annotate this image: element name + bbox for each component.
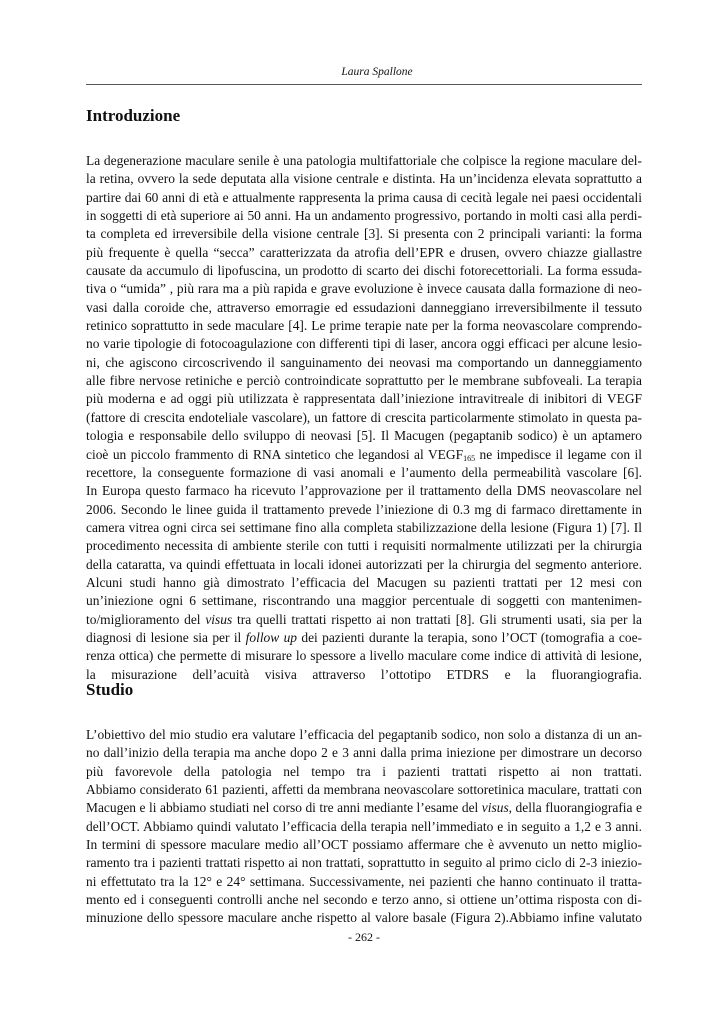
italic-visus: visus — [205, 611, 233, 627]
text-line: Alcuni studi hanno già dimostrato l’efficacia del Macugen su pazienti trattati per 12 mesi con — [86, 574, 642, 590]
header-rule — [86, 84, 642, 85]
text-line: un’iniezione ogni 6 settimane, riscontrando una maggior percentuale di soggetti con mantenimen- — [86, 593, 642, 609]
section-title-introduzione: Introduzione — [86, 106, 181, 125]
text-line: L’obiettivo del mio studio era valutare l’efficacia del pegaptanib sodico, non solo a distanza di un an- — [86, 727, 642, 742]
text-line: più moderna e ad oggi più utilizzata è rappresentata dall’iniezione intravitreale di inibitori di VEGF — [86, 391, 642, 407]
page-number: - 262 - — [348, 930, 380, 944]
text-line: In termini di spessore maculare medio all’OCT possiamo affermare che è avvenuto un netto miglio- — [86, 837, 642, 853]
running-header-author: Laura Spallone — [341, 66, 413, 78]
text-line: no dall’inizio della terapia ma anche dopo 2 e 3 anni dalla prima iniezione per dimostrare un decorso — [86, 745, 642, 761]
studio-body — [86, 726, 642, 928]
text-line: (fattore di crescita endoteliale vascolare), un fattore di crescita particolarmente stimolato in questa pa- — [86, 409, 642, 425]
subscript-165: 165 — [463, 453, 476, 463]
text-line: In Europa questo farmaco ha ricevuto l’approvazione per il trattamento della DMS neovascolare nel — [86, 483, 642, 499]
text-line: diagnosi di lesione sia per il follow up dei pazienti durante la terapia, sono l’OCT (tomografia a coe- — [86, 629, 643, 645]
text-line: procedimento necessita di ambiente sterile con tutti i requisiti normalmente utilizzati per la chirurgia — [86, 538, 642, 554]
text-line: 2006. Secondo le linee guida il trattamento prevede l’iniezione di 0.3 mg di farmaco direttamente in — [86, 501, 642, 517]
text-line: La degenerazione maculare senile è una patologia multifattoriale che colpisce la regione maculare del- — [86, 153, 642, 168]
text-line: Abbiamo considerato 61 pazienti, affetti da membrana neovascolare sottoretinica maculare, trattati con — [86, 782, 642, 798]
text-line: Macugen e li abbiamo studiati nel corso di tre anni mediante l’esame del visus, della fluorangiografia e — [86, 800, 642, 816]
text-line: renza ottica) che permette di misurare lo spessore a livello maculare come indice di attività di lesione, — [86, 648, 642, 664]
text-line: partire dai 60 anni di età e attualmente rappresenta la prima causa di cecità legale nei paesi occidentali — [86, 189, 642, 205]
text-line: ramento tra i pazienti trattati rispetto ai non trattati, soprattutto in seguito al primo ciclo di 2-3 iniezio- — [86, 855, 642, 871]
text-line: più favorevole della patologia nel tempo tra i pazienti trattati rispetto ai non trattati. — [86, 763, 642, 779]
text-line: recettore, la conseguente formazione di vasi anomali e l’aumento della permeabilità vascolare [6]. — [86, 464, 642, 480]
text-line: to/miglioramento del visus tra quelli trattati rispetto ai non trattati [8]. Gli strumenti usati, sia per la — [86, 611, 642, 627]
text-line: no varie tipologie di fotocoagulazione con differenti tipi di laser, ancora oggi efficaci per alcune lesio- — [86, 336, 642, 352]
text-line: dell’OCT. Abbiamo quindi valutato l’efficacia della terapia nell’immediato e in seguito a 1,2 e 3 anni. — [86, 818, 642, 834]
text-line: la misurazione dell’acuità visiva attraverso l’ottotipo ETDRS e la fluorangiografia. — [86, 666, 642, 682]
text-line: minuzione dello spessore maculare anche rispetto al valore basale (Figura 2).Abbiamo infine valutato — [86, 910, 642, 926]
text-line: più frequente è quella “secca” caratterizzata da atrofia dell’EPR e drusen, ovvero chiazze giallastre — [86, 244, 642, 260]
italic-follow-up: follow up — [245, 629, 298, 645]
text-line: alle fibre nervose retiniche e perciò controindicate soprattutto per le membrane subfoveali. La terapia — [86, 373, 642, 389]
italic-visus: visus — [481, 800, 509, 816]
text-line: cioè un piccolo frammento di RNA sintetico che legandosi al $VEGF_{165}$ ne impedisce il legame con il — [86, 446, 643, 463]
text-line: ni effettutato tra la 12° e 24° settimana. Successivamente, nei pazienti che hanno continuato il tratta- — [86, 873, 642, 889]
section-title-studio: Studio — [86, 680, 134, 699]
text-line: vasi dalla coroide che, attraverso emorragie ed essudazioni danneggiano irreversibilmente il tessuto — [86, 299, 642, 315]
text-line: tologia e responsabile dello sviluppo di neovasi [5]. Il Macugen (pegaptanib sodico) è un aptamero — [86, 428, 642, 444]
text-line: tiva o “umida” , più rara ma a più rapida e grave evoluzione è invece causata dalla formazione di neo- — [86, 281, 642, 297]
text-line: ta completa ed irreversibile della visione centrale [3]. Si presenta con 2 principali varianti: la forma — [86, 226, 642, 242]
text-line: in soggetti di età superiore ai 50 anni. Ha un andamento progressivo, portando in molti casi alla perdi- — [86, 208, 642, 224]
text-line: retinico soprattutto in sede maculare [4]. Le prime terapie nate per la forma neovascolare comprendo- — [86, 318, 642, 334]
text-line: mento ed i conseguenti controlli anche nel secondo e terzo anno, si ottiene un’ottima risposta con di- — [86, 892, 642, 908]
text-line: la retina, ovvero la sede deputata alla visione centrale e distinta. Ha un’incidenza elevata soprattutto a — [86, 171, 642, 187]
text-line: camera vitrea ogni circa sei settimane fino alla completa stabilizzazione della lesione (Figura 1) [7]. Il — [86, 519, 642, 535]
text-line: causate da accumulo di lipofuscina, un prodotto di scarto dei dischi fotorecettoriali. La forma essuda- — [86, 263, 642, 279]
text-line: ni, che agiscono circoscrivendo il sanguinamento dei neovasi ma comportando un danneggiamento — [86, 354, 642, 370]
introduzione-body — [86, 152, 642, 684]
text-line: della cataratta, va quindi effettuata in locali idonei autorizzati per la chirurgia del segmento anteriore. — [86, 556, 642, 572]
